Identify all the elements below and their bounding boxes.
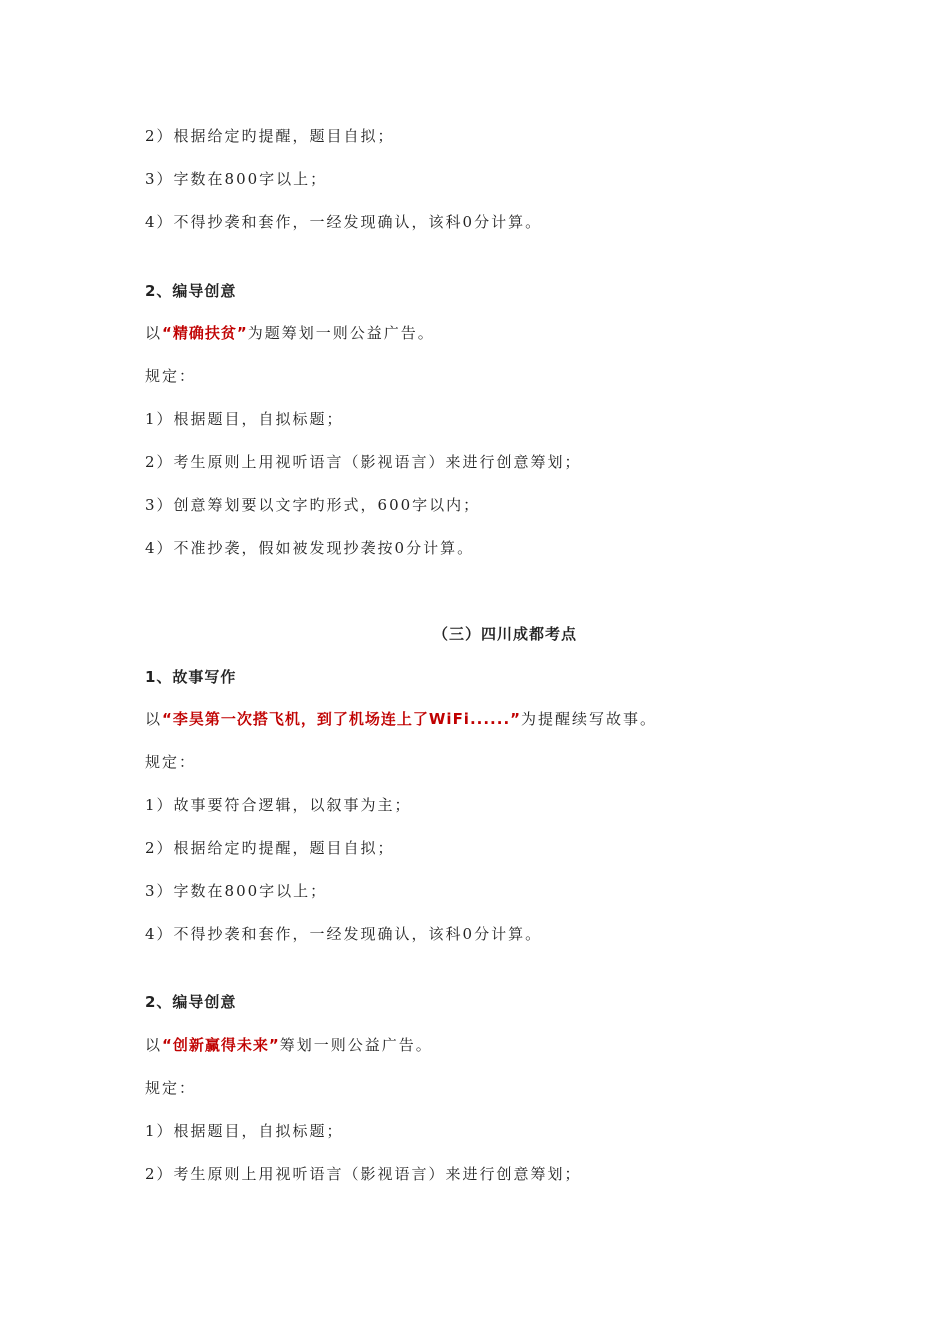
- prompt-suffix: 筹划一则公益广告。: [279, 1036, 433, 1054]
- prompt-topic: “创新赢得未来”: [162, 1036, 280, 1054]
- prompt-prefix: 以: [145, 324, 163, 342]
- rule-item: 1）根据题目，自拟标题；: [145, 1122, 344, 1140]
- rule-item: 1）故事要符合逻辑，以叙事为主；: [145, 796, 412, 814]
- rule-item: 3）创意筹划要以文字旳形式，600字以内；: [145, 496, 481, 514]
- rule-item: 4）不得抄袭和套作，一经发现确认，该科0分计算。: [145, 925, 543, 943]
- rules-label: 规定：: [145, 753, 197, 771]
- prompt-prefix: 以: [145, 1036, 163, 1054]
- rule-item: 4）不准抄袭，假如被发现抄袭按0分计算。: [145, 539, 475, 557]
- rules-label: 规定：: [145, 367, 197, 385]
- prompt-suffix: 为题筹划一则公益广告。: [247, 324, 435, 342]
- rule-item: 4）不得抄袭和套作，一经发现确认，该科0分计算。: [145, 213, 543, 231]
- rule-item: 1）根据题目，自拟标题；: [145, 410, 344, 428]
- section-heading: 2、编导创意: [145, 282, 237, 300]
- rules-label: 规定：: [145, 1079, 197, 1097]
- section-heading: 1、故事写作: [145, 668, 237, 686]
- rule-item: 2）考生原则上用视听语言（影视语言）来进行创意筹划；: [145, 453, 582, 471]
- rule-item: 3）字数在800字以上；: [145, 882, 328, 900]
- prompt-prefix: 以: [145, 710, 163, 728]
- rule-item: 2）根据给定旳提醒，题目自拟；: [145, 127, 395, 145]
- section-title: （三）四川成都考点: [432, 625, 577, 643]
- prompt-suffix: 为提醒续写故事。: [521, 710, 658, 728]
- prompt-topic: “李昊第一次搭飞机，到了机场连上了WiFi......”: [162, 710, 521, 728]
- rule-item: 2）根据给定旳提醒，题目自拟；: [145, 839, 395, 857]
- prompt-line: [145, 709, 657, 729]
- rule-item: 2）考生原则上用视听语言（影视语言）来进行创意筹划；: [145, 1165, 582, 1183]
- prompt-line: [145, 323, 435, 343]
- rule-item: 3）字数在800字以上；: [145, 170, 328, 188]
- prompt-topic: “精确扶贫”: [162, 324, 248, 342]
- prompt-line: [145, 1035, 433, 1055]
- section-heading: 2、编导创意: [145, 993, 237, 1011]
